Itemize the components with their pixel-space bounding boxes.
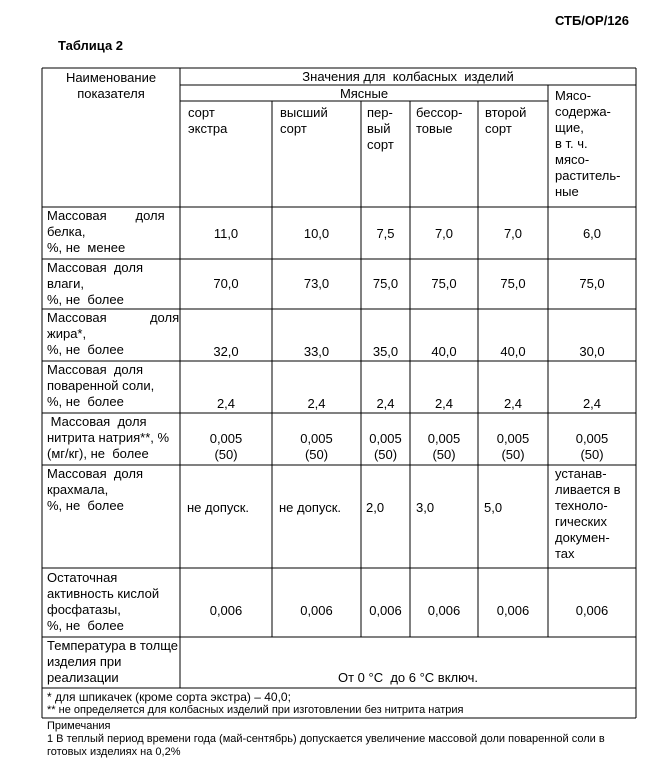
row-protein-premium: 10,0: [303, 226, 330, 241]
row-phosphatase-first: 0,006: [369, 603, 402, 618]
footnote-1: * для шпикачек (кроме сорта экстра) – 40,0;: [47, 690, 291, 704]
footnote-2: ** не определяется для колбасных изделий при изготовлении без нитрита натрия: [47, 704, 464, 716]
notes-title: Примечания: [47, 720, 111, 732]
row-nitrite-premium: 0,005 (50): [300, 431, 333, 462]
row-starch-second: 5,0: [484, 500, 503, 515]
row-salt-second: 2,4: [503, 396, 523, 411]
row-starch-unsorted: 3,0: [416, 500, 435, 515]
row-starch-premium: не допуск.: [279, 500, 342, 515]
table-title: Таблица 2: [58, 38, 124, 53]
row-fat-unsorted: 40,0: [431, 344, 457, 359]
row-moisture-name: Массовая доля влаги, %, не более: [47, 260, 143, 307]
header-col-second: второй сорт: [485, 105, 527, 136]
row-protein-first: 7,5: [376, 226, 395, 241]
header-col-first: пер- вый сорт: [367, 105, 394, 152]
row-phosphatase-name: Остаточная активность кислой фосфатазы, %, не более: [47, 570, 160, 633]
row-nitrite-name: Массовая доля нитрита натрия**, % (мг/кг), не более: [47, 414, 170, 461]
row-moisture-meat: 75,0: [579, 276, 605, 291]
header-values-title: Значения для колбасных изделий: [302, 69, 514, 84]
row-temperature-value: От 0 °С до 6 °С включ.: [338, 670, 478, 685]
note-1-line1: 1 В теплый период времени года (май-сентябрь) допускается увеличение массовой доли поваренной соли в: [47, 733, 605, 745]
row-fat-premium: 33,0: [303, 344, 330, 359]
row-moisture-second: 75,0: [500, 276, 526, 291]
row-fat-extra: 32,0: [213, 344, 239, 359]
header-col-meat-containing: Мясо- содержа- щие, в т. ч. мясо- раститель- ные: [555, 88, 621, 199]
row-salt-extra: 2,4: [216, 396, 236, 411]
row-salt-meat: 2,4: [582, 396, 602, 411]
row-fat-name: Массовая доля жира*, %, не более: [47, 310, 180, 357]
row-phosphatase-meat: 0,006: [575, 603, 609, 618]
header-col-premium: высший сорт: [280, 105, 328, 136]
row-fat-meat: 30,0: [579, 344, 605, 359]
row-starch-extra: не допуск.: [187, 500, 250, 515]
row-fat-second: 40,0: [500, 344, 526, 359]
header-meat-title: Мясные: [339, 86, 389, 101]
row-nitrite-first: 0,005 (50): [369, 431, 402, 462]
row-nitrite-second: 0,005 (50): [496, 431, 530, 462]
row-salt-premium: 2,4: [307, 396, 326, 411]
row-protein-meat: 6,0: [582, 226, 602, 241]
row-nitrite-extra: 0,005 (50): [209, 431, 243, 462]
row-protein-name: Массовая доля белка, %, не менее: [47, 208, 165, 255]
row-phosphatase-second: 0,006: [496, 603, 530, 618]
row-phosphatase-extra: 0,006: [209, 603, 243, 618]
row-moisture-extra: 70,0: [213, 276, 239, 291]
row-moisture-premium: 73,0: [303, 276, 330, 291]
note-1-line2: готовых изделиях на 0,2%: [47, 746, 181, 758]
header-col-extra: сорт экстра: [188, 105, 228, 136]
row-starch-name: Массовая доля крахмала, %, не более: [47, 466, 143, 513]
row-salt-unsorted: 2,4: [434, 396, 454, 411]
row-moisture-first: 75,0: [372, 276, 399, 291]
row-protein-unsorted: 7,0: [434, 226, 454, 241]
row-nitrite-unsorted: 0,005 (50): [427, 431, 461, 462]
row-moisture-unsorted: 75,0: [431, 276, 457, 291]
row-fat-first: 35,0: [372, 344, 399, 359]
header-name-column: Наименование показателя: [65, 70, 157, 101]
row-phosphatase-premium: 0,006: [300, 603, 333, 618]
row-protein-second: 7,0: [503, 226, 523, 241]
row-temperature-name: Температура в толще изделия при реализации: [47, 638, 178, 685]
row-nitrite-meat: 0,005 (50): [575, 431, 609, 462]
row-starch-first: 2,0: [366, 500, 385, 515]
row-salt-first: 2,4: [376, 396, 395, 411]
header-col-unsorted: бессор- товые: [416, 105, 463, 136]
document-code: СТБ/ОР/126: [554, 13, 629, 28]
row-protein-extra: 11,0: [213, 226, 239, 241]
row-phosphatase-unsorted: 0,006: [427, 603, 461, 618]
row-starch-meat: устанав- ливается в техноло- гических докумен- тах: [555, 466, 621, 561]
row-salt-name: Массовая доля поваренной соли, %, не более: [47, 362, 155, 409]
